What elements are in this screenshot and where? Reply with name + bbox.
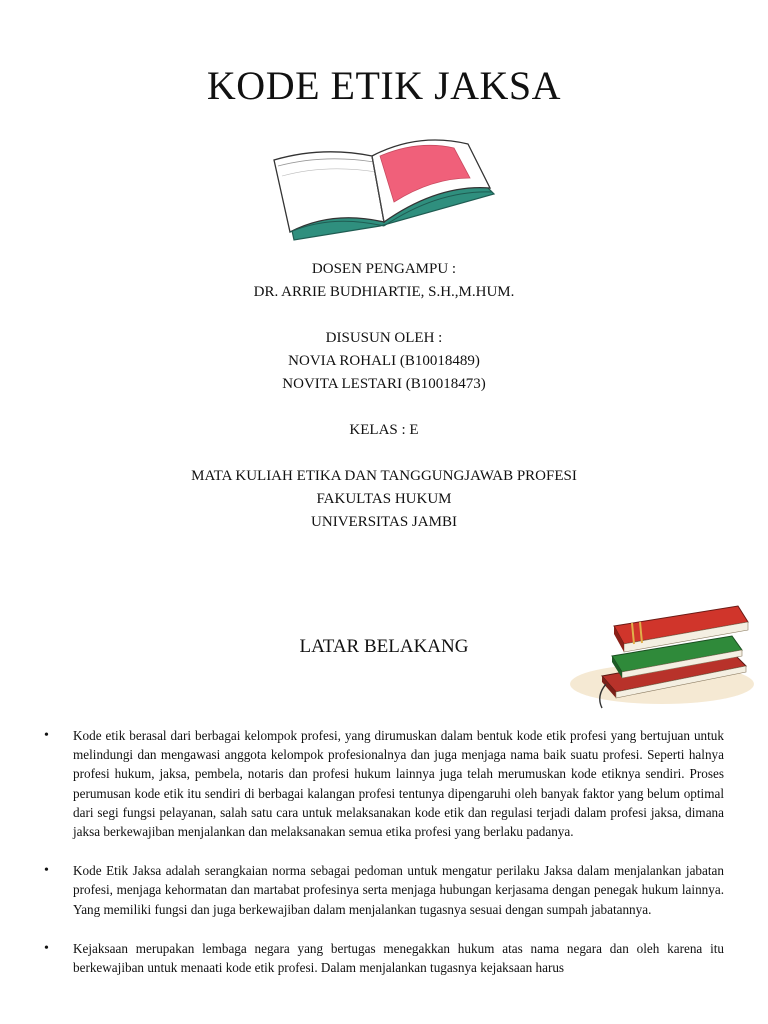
open-book-icon (268, 130, 500, 246)
authors-label: DISUSUN OLEH : (325, 330, 443, 346)
author-2: NOVITA LESTARI (B10018473) (282, 376, 486, 392)
paragraph-text: Kejaksaan merupakan lembaga negara yang bertugas menegakkan hukum atas nama negara dan oleh karena itu berkewajiban untuk menaati kode etik profesi. Dalam menjalankan tugasnya kejaksaan harus (73, 940, 724, 976)
bullet-icon: • (44, 863, 49, 879)
list-item (44, 939, 724, 977)
course-name: MATA KULIAH ETIKA DAN TANGGUNGJAWAB PROFESI (191, 468, 577, 484)
faculty-name: FAKULTAS HUKUM (316, 491, 452, 507)
author-1: NOVIA ROHALI (B10018489) (288, 353, 480, 369)
class-label: KELAS : E (349, 422, 419, 438)
bullet-icon: • (44, 728, 49, 743)
paragraph-list (44, 726, 724, 997)
university-name: UNIVERSITAS JAMBI (311, 514, 457, 530)
list-item (44, 861, 724, 919)
bullet-icon: • (44, 940, 49, 956)
section-heading: LATAR BELAKANG (299, 636, 469, 657)
lecturer-name: DR. ARRIE BUDHIARTIE, S.H.,M.HUM. (253, 284, 515, 300)
document-title: KODE ETIK JAKSA (206, 63, 562, 108)
list-item (44, 726, 724, 841)
paragraph-text: Kode etik berasal dari berbagai kelompok profesi, yang dirumuskan dalam bentuk kode etik profesi yang bertujuan untuk melindungi dan mengawasi anggota kelompok profesionalnya dan juga menjaga nama baik suatu profesi. Seperti halnya profesi hukum, jaksa, pembela, notaris dan profesi hukum lainnya juga telah merumuskan kode etiknya sendiri. Proses perumusan kode etik itu sendiri di berbagai kalangan profesi tentunya dipengaruhi oleh banyak faktor yang belum optimal dari segi fungsi pelayanan, salah satu cara untuk melaksanakan kode etik dan regulasi terjadi dalam profesi jaksa, dimana jaksa berkewajiban menjalankan dan melaksanakan semua etika profesi yang berlaku padanya. (73, 728, 724, 840)
lecturer-label: DOSEN PENGAMPU : (311, 261, 457, 277)
paragraph-text: Kode Etik Jaksa adalah serangkaian norma sebagai pedoman untuk mengatur perilaku Jaksa dalam menjalankan jabatan profesi, menjaga kehormatan dan martabat profesinya serta menjaga hubungan kerjasama dengan penegak hukum lainnya. Yang memiliki fungsi dan juga berkewajiban dalam menjalankan tugasnya sesuai dengan sumpah jabatannya. (73, 863, 724, 917)
cover-info (0, 258, 768, 534)
